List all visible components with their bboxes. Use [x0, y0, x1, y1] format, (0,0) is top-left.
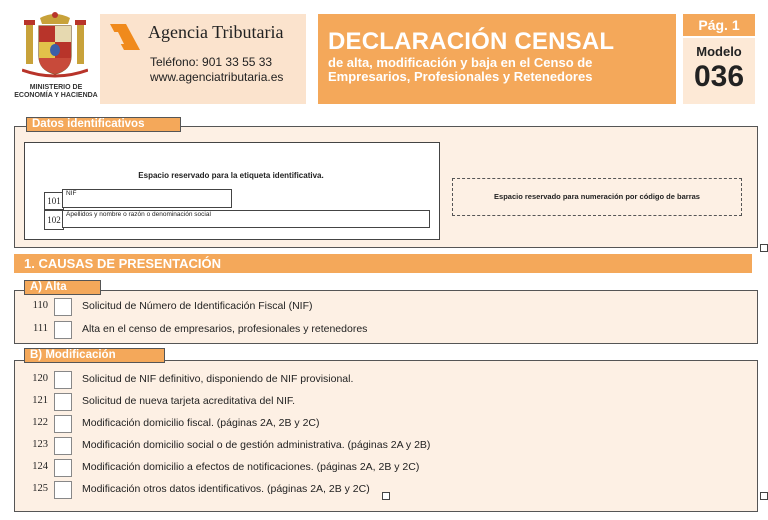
nif-field[interactable] [62, 189, 232, 208]
item-label: Modificación domicilio a efectos de notificaciones. (páginas 2A, 2B y 2C) [82, 461, 420, 473]
alta-tab: A) Alta [24, 280, 101, 295]
checkbox-123[interactable] [54, 437, 72, 455]
ministry-name: MINISTERIO DE ECONOMÍA Y HACIENDA [14, 84, 98, 99]
name-field[interactable] [62, 210, 430, 228]
item-label: Modificación otros datos identificativos. (páginas 2A, 2B y 2C) [82, 483, 370, 495]
checkbox-120[interactable] [54, 371, 72, 389]
checkbox-122[interactable] [54, 415, 72, 433]
coat-of-arms-icon [22, 10, 88, 82]
nif-field-label: NIF [66, 190, 77, 197]
checkbox-110[interactable] [54, 298, 72, 316]
item-label: Alta en el censo de empresarios, profesionales y retenedores [82, 323, 368, 335]
modelo-number: 036 [693, 60, 745, 93]
checkbox-111[interactable] [54, 321, 72, 339]
field-102-number: 102 [44, 210, 64, 230]
checkbox-124[interactable] [54, 459, 72, 477]
item-code: 122 [32, 417, 48, 428]
resize-handle[interactable] [760, 492, 768, 500]
agency-phone: Teléfono: 901 33 55 33 [150, 55, 273, 69]
field-101-number: 101 [44, 192, 64, 210]
item-code: 125 [32, 483, 48, 494]
item-code: 110 [32, 300, 48, 311]
alta-panel [14, 290, 758, 344]
item-label: Solicitud de nueva tarjeta acreditativa del NIF. [82, 395, 296, 407]
item-code: 120 [32, 373, 48, 384]
item-label: Solicitud de Número de Identificación Fiscal (NIF) [82, 300, 313, 312]
page-number: Pág. 1 [683, 14, 755, 36]
agency-website: www.agenciatributaria.es [150, 70, 284, 84]
label-space-title: Espacio reservado para la etiqueta identificativa. [138, 171, 324, 180]
item-code: 121 [32, 395, 48, 406]
item-code: 111 [33, 323, 48, 334]
agency-name: Agencia Tributaria [148, 22, 284, 42]
resize-handle[interactable] [382, 492, 390, 500]
item-label: Modificación domicilio fiscal. (páginas 2A, 2B y 2C) [82, 417, 320, 429]
checkbox-121[interactable] [54, 393, 72, 411]
checkbox-125[interactable] [54, 481, 72, 499]
modificacion-tab: B) Modificación [24, 348, 165, 363]
barcode-space-text: Espacio reservado para numeración por código de barras [494, 192, 700, 201]
modelo-label: Modelo [696, 44, 742, 59]
agencia-tributaria-logo-icon [108, 22, 142, 52]
declaration-title: DECLARACIÓN CENSAL [328, 28, 615, 55]
item-label: Solicitud de NIF definitivo, disponiendo de NIF provisional. [82, 373, 354, 385]
name-field-label: Apellidos y nombre o razón o denominación social [66, 211, 211, 218]
item-code: 123 [32, 439, 48, 450]
item-code: 124 [32, 461, 48, 472]
datos-identificativos-tab: Datos identificativos [26, 117, 181, 132]
section-1-title: 1. CAUSAS DE PRESENTACIÓN [14, 254, 752, 273]
item-label: Modificación domicilio social o de gestión administrativa. (páginas 2A y 2B) [82, 439, 431, 451]
declaration-subtitle: de alta, modificación y baja en el Censo de Empresarios, Profesionales y Retenedores [328, 55, 593, 84]
resize-handle[interactable] [760, 244, 768, 252]
